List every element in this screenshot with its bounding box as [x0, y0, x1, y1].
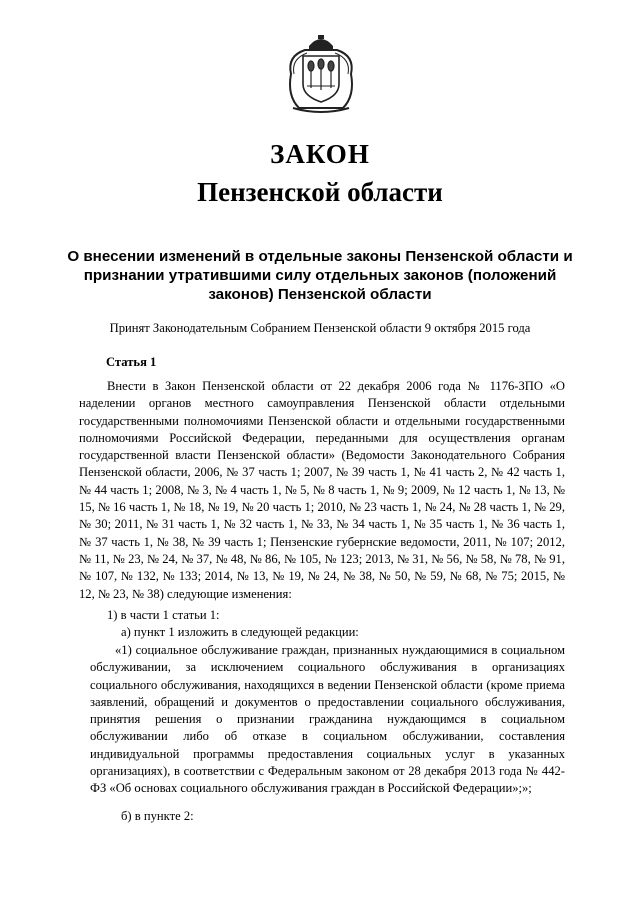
amendment-subitem-b: б) в пункте 2: — [121, 809, 194, 823]
penza-coat-of-arms-emblem — [283, 34, 359, 114]
article-heading: Статья 1 — [106, 355, 157, 369]
amendment-subitem-a: а) пункт 1 изложить в следующей редакции: — [121, 625, 359, 639]
document-type-title: ЗАКОН — [270, 139, 370, 169]
amendment-item-1: 1) в части 1 статьи 1: — [107, 608, 220, 622]
law-subject-heading: О внесении изменений в отдельные законы Пензенской области и признании утратившими силу отдельных законов (положений законов) Пензенской области — [67, 248, 573, 303]
article-intro-paragraph: Внести в Закон Пензенской области от 22 декабря 2006 года № 1176-ЗПО «О наделении органов местного самоуправления Пензенской области отдельными государственными полномочиями Пензенской области и отдельными государственными полномочиями Российской Федерации, переданными для осуществления органам государственной власти Пензенской области» (Ведомости Законодательного Собрания Пензенской области, 2006, № 37 часть 1; 2007, № 39 часть 1, № 41 часть 2, № 42 часть 1, № 44 часть 1; 2008, № 3, № 4 часть 1, № 5, № 8 часть 1, № 9; 2009, № 12 часть 1, № 13, № 15, № 16 часть 1, № 18, № 19, № 20 часть 1; 2010, № 23 часть 1, № 24, № 28 часть 1, № 29, № 30; 2011, № 31 часть 1, № 32 часть 1, № 33, № 34 часть 1, № 35 часть 1, № 36 часть 1, № 37 часть 1, № 38, № 39 часть 1; Пензенские губернские ведомости, 2011, № 107; 2012, № 11, № 23, № 24, № 37, № 48, № 86, № 105, № 123; 2013, № 31, № 56, № 58, № 78, № 91, № 107, № 132, № 133; 2014, № 13, № 19, № 24, № 38, № 50, № 59, № 68, № 75; 2015, № 12, № 23, № 38) следующие изменения: — [79, 379, 565, 601]
adoption-statement: Принят Законодательным Собранием Пензенской области 9 октября 2015 года — [109, 321, 531, 335]
quoted-new-wording: «1) социальное обслуживание граждан, признанных нуждающимися в социальном обслуживании, за исключением социального обслуживания в организациях социального обслуживания, находящихся в ведении Пензенской области (кроме приема заявлений, обращений и документов о предоставлении социального обслуживания, принятия решения о признании гражданина нуждающимся в социальном обслуживании либо об отказе в социальном обслуживании, составления индивидуальной программы предоставления социальных услуг в указанных организациях), в соответствии с Федеральным законом от 28 декабря 2013 года № 442-ФЗ «Об основах социального обслуживания граждан в Российской Федерации»;»; — [90, 643, 565, 796]
region-title: Пензенской области — [197, 177, 443, 207]
